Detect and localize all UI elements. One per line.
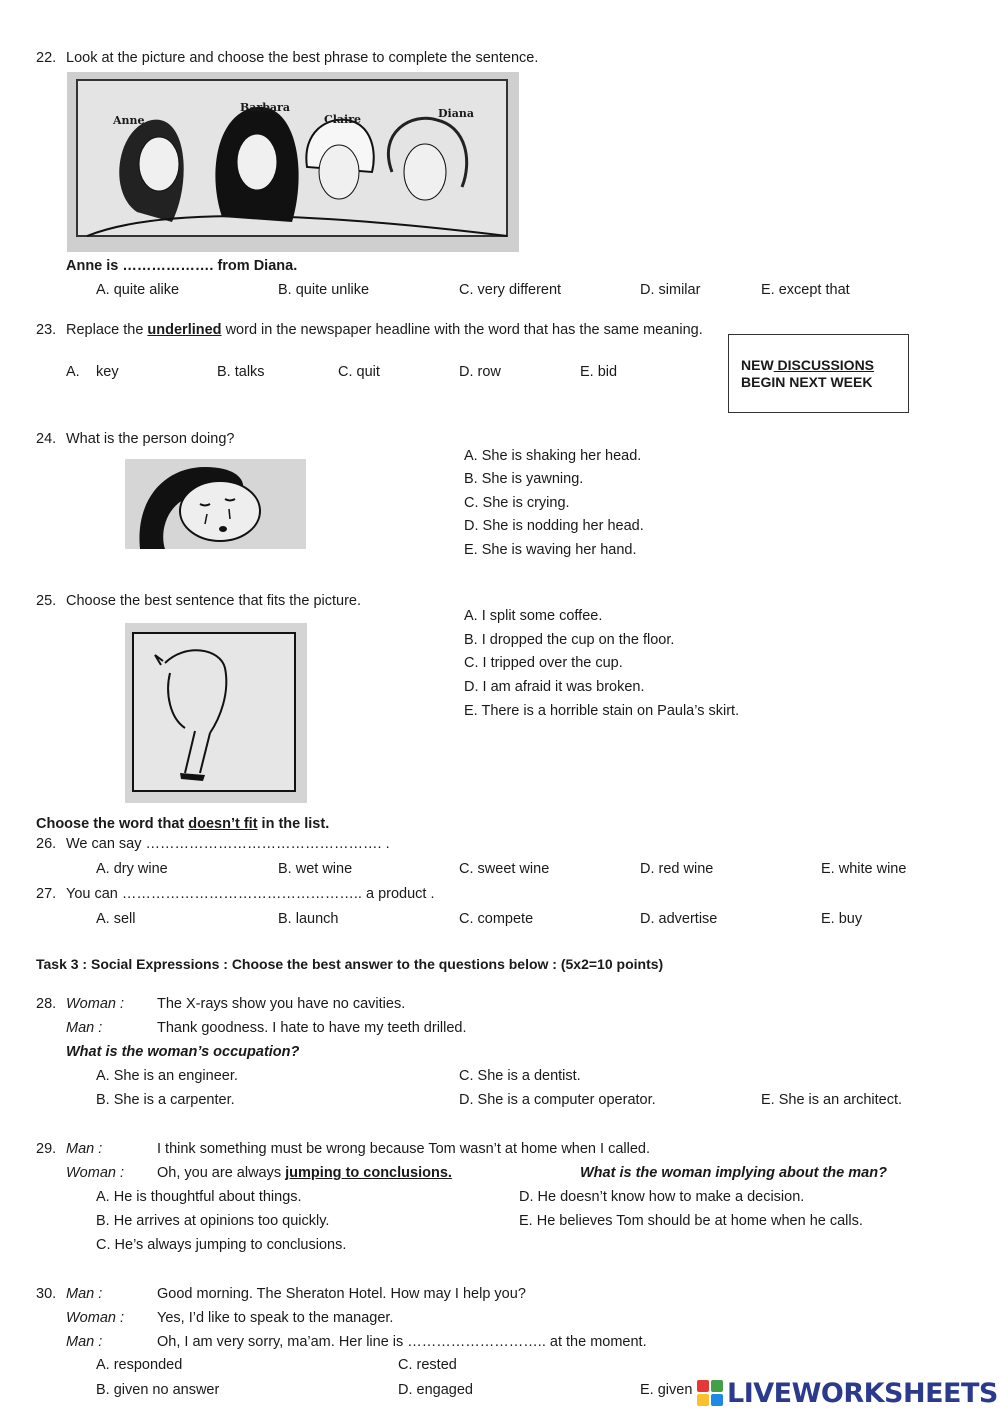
q29-option-e[interactable]: E. He believes Tom should be at home when he calls.: [519, 1213, 863, 1229]
q30-speaker-3: Man :: [66, 1334, 103, 1350]
q24-crying-girl-picture: [125, 459, 306, 549]
q26-option-a[interactable]: A. dry wine: [96, 861, 168, 877]
q28-option-d[interactable]: D. She is a computer operator.: [459, 1092, 656, 1108]
q30-option-e[interactable]: E. given: [640, 1382, 693, 1398]
q25-option-a[interactable]: A. I split some coffee.: [464, 608, 603, 624]
name-claire: Claire: [324, 113, 362, 126]
q28-speaker-1: Woman :: [66, 996, 125, 1012]
q23-option-d[interactable]: D. row: [459, 364, 501, 380]
q25-option-b[interactable]: B. I dropped the cup on the floor.: [464, 632, 675, 648]
q27-option-c[interactable]: C. compete: [459, 911, 534, 927]
q30-option-c[interactable]: C. rested: [398, 1357, 457, 1373]
q27-option-e[interactable]: E. buy: [821, 911, 863, 927]
name-diana: Diana: [438, 107, 474, 120]
q24-option-a[interactable]: A. She is shaking her head.: [464, 448, 642, 464]
q24-option-b[interactable]: B. She is yawning.: [464, 471, 584, 487]
q30-option-d[interactable]: D. engaged: [398, 1382, 473, 1398]
q25-option-d[interactable]: D. I am afraid it was broken.: [464, 679, 645, 695]
q24-prompt: What is the person doing?: [66, 431, 235, 447]
q29-option-c[interactable]: C. He’s always jumping to conclusions.: [96, 1237, 347, 1253]
q28-option-e[interactable]: E. She is an architect.: [761, 1092, 903, 1108]
q28-line-2: Thank goodness. I hate to have my teeth drilled.: [157, 1020, 467, 1036]
headline-underlined-word: DISCUSSIONS: [773, 357, 875, 373]
q29-number: 29.: [36, 1141, 57, 1157]
q30-speaker-2: Woman :: [66, 1310, 125, 1326]
q29-underlined-phrase: jumping to conclusions.: [285, 1165, 452, 1181]
q23-number: 23.: [36, 322, 57, 338]
q22-sentence: Anne is ………………. from Diana.: [66, 258, 298, 274]
q25-option-e[interactable]: E. There is a horrible stain on Paula’s skirt.: [464, 703, 740, 719]
q30-option-a[interactable]: A. responded: [96, 1357, 183, 1373]
task3-heading: Task 3 : Social Expressions : Choose the best answer to the questions below : (5x2=10 points): [36, 956, 664, 972]
q24-option-e[interactable]: E. She is waving her hand.: [464, 542, 637, 558]
q23-prompt: Replace the underlined word in the newspaper headline with the word that has the same meaning.: [66, 322, 703, 338]
q22-option-a[interactable]: A. quite alike: [96, 282, 180, 298]
q24-option-d[interactable]: D. She is nodding her head.: [464, 518, 644, 534]
q29-speaker-2: Woman :: [66, 1165, 125, 1181]
q24-number: 24.: [36, 431, 57, 447]
q23-option-c[interactable]: C. quit: [338, 364, 380, 380]
q30-line-2: Yes, I’d like to speak to the manager.: [157, 1310, 394, 1326]
q23-option-a-letter[interactable]: A.: [66, 364, 80, 380]
name-anne: Anne: [113, 114, 145, 127]
q30-line-1: Good morning. The Sheraton Hotel. How may I help you?: [157, 1286, 526, 1302]
q28-question: What is the woman’s occupation?: [66, 1044, 300, 1060]
q27-option-d[interactable]: D. advertise: [640, 911, 718, 927]
q28-number: 28.: [36, 996, 57, 1012]
q25-option-c[interactable]: C. I tripped over the cup.: [464, 655, 623, 671]
q30-line-3: Oh, I am very sorry, ma’am. Her line is ……………………….. at the moment.: [157, 1334, 647, 1350]
q22-girls-picture: [67, 72, 519, 252]
q27-option-b[interactable]: B. launch: [278, 911, 339, 927]
q26-option-e[interactable]: E. white wine: [821, 861, 907, 877]
q24-option-c[interactable]: C. She is crying.: [464, 495, 570, 511]
q28-option-b[interactable]: B. She is a carpenter.: [96, 1092, 235, 1108]
q29-question: What is the woman implying about the man?: [580, 1165, 887, 1181]
headline-line-1: NEW DISCUSSIONS: [741, 357, 875, 373]
q29-option-b[interactable]: B. He arrives at opinions too quickly.: [96, 1213, 330, 1229]
q30-option-b[interactable]: B. given no answer: [96, 1382, 220, 1398]
q22-option-c[interactable]: C. very different: [459, 282, 562, 298]
liveworksheets-logo: [697, 1378, 998, 1408]
q28-line-1: The X-rays show you have no cavities.: [157, 996, 406, 1012]
odd-word-heading: Choose the word that doesn’t fit in the list.: [36, 816, 330, 832]
q22-prompt: Look at the picture and choose the best phrase to complete the sentence.: [66, 50, 539, 66]
odd-word-underlined: doesn’t fit: [188, 816, 258, 832]
q28-speaker-2: Man :: [66, 1020, 103, 1036]
name-barbara: Barbara: [240, 101, 290, 114]
q29-line-2: Oh, you are always jumping to conclusions.: [157, 1165, 452, 1181]
q30-speaker-1: Man :: [66, 1286, 103, 1302]
q23-option-b[interactable]: B. talks: [217, 364, 265, 380]
q23-option-a[interactable]: key: [96, 364, 119, 380]
q26-option-b[interactable]: B. wet wine: [278, 861, 353, 877]
q29-speaker-1: Man :: [66, 1141, 103, 1157]
liveworksheets-logo-text: LIVEWORKSHEETS: [727, 1377, 998, 1409]
q22-option-d[interactable]: D. similar: [640, 282, 701, 298]
q29-option-a[interactable]: A. He is thoughtful about things.: [96, 1189, 302, 1205]
q27-prompt: You can ………………………………………….. a product .: [66, 886, 435, 902]
q26-option-d[interactable]: D. red wine: [640, 861, 714, 877]
q25-prompt: Choose the best sentence that fits the picture.: [66, 593, 362, 609]
q26-prompt: We can say …………………………………………. .: [66, 836, 390, 852]
q27-number: 27.: [36, 886, 57, 902]
q28-option-c[interactable]: C. She is a dentist.: [459, 1068, 581, 1084]
q29-line-1: I think something must be wrong because Tom wasn’t at home when I called.: [157, 1141, 650, 1157]
q26-number: 26.: [36, 836, 57, 852]
q22-number: 22.: [36, 50, 57, 66]
q26-option-c[interactable]: C. sweet wine: [459, 861, 550, 877]
q29-option-d[interactable]: D. He doesn’t know how to make a decision.: [519, 1189, 805, 1205]
newspaper-headline-box: [728, 334, 909, 413]
q25-number: 25.: [36, 593, 57, 609]
q23-option-e[interactable]: E. bid: [580, 364, 618, 380]
q22-option-e[interactable]: E. except that: [761, 282, 850, 298]
q22-option-b[interactable]: B. quite unlike: [278, 282, 370, 298]
q23-underlined-word: underlined: [147, 322, 222, 338]
q27-option-a[interactable]: A. sell: [96, 911, 136, 927]
liveworksheets-logo-icon: [697, 1380, 723, 1406]
q28-option-a[interactable]: A. She is an engineer.: [96, 1068, 238, 1084]
q25-bending-woman-picture: [125, 623, 307, 803]
headline-line-2: BEGIN NEXT WEEK: [741, 374, 873, 390]
q30-number: 30.: [36, 1286, 57, 1302]
